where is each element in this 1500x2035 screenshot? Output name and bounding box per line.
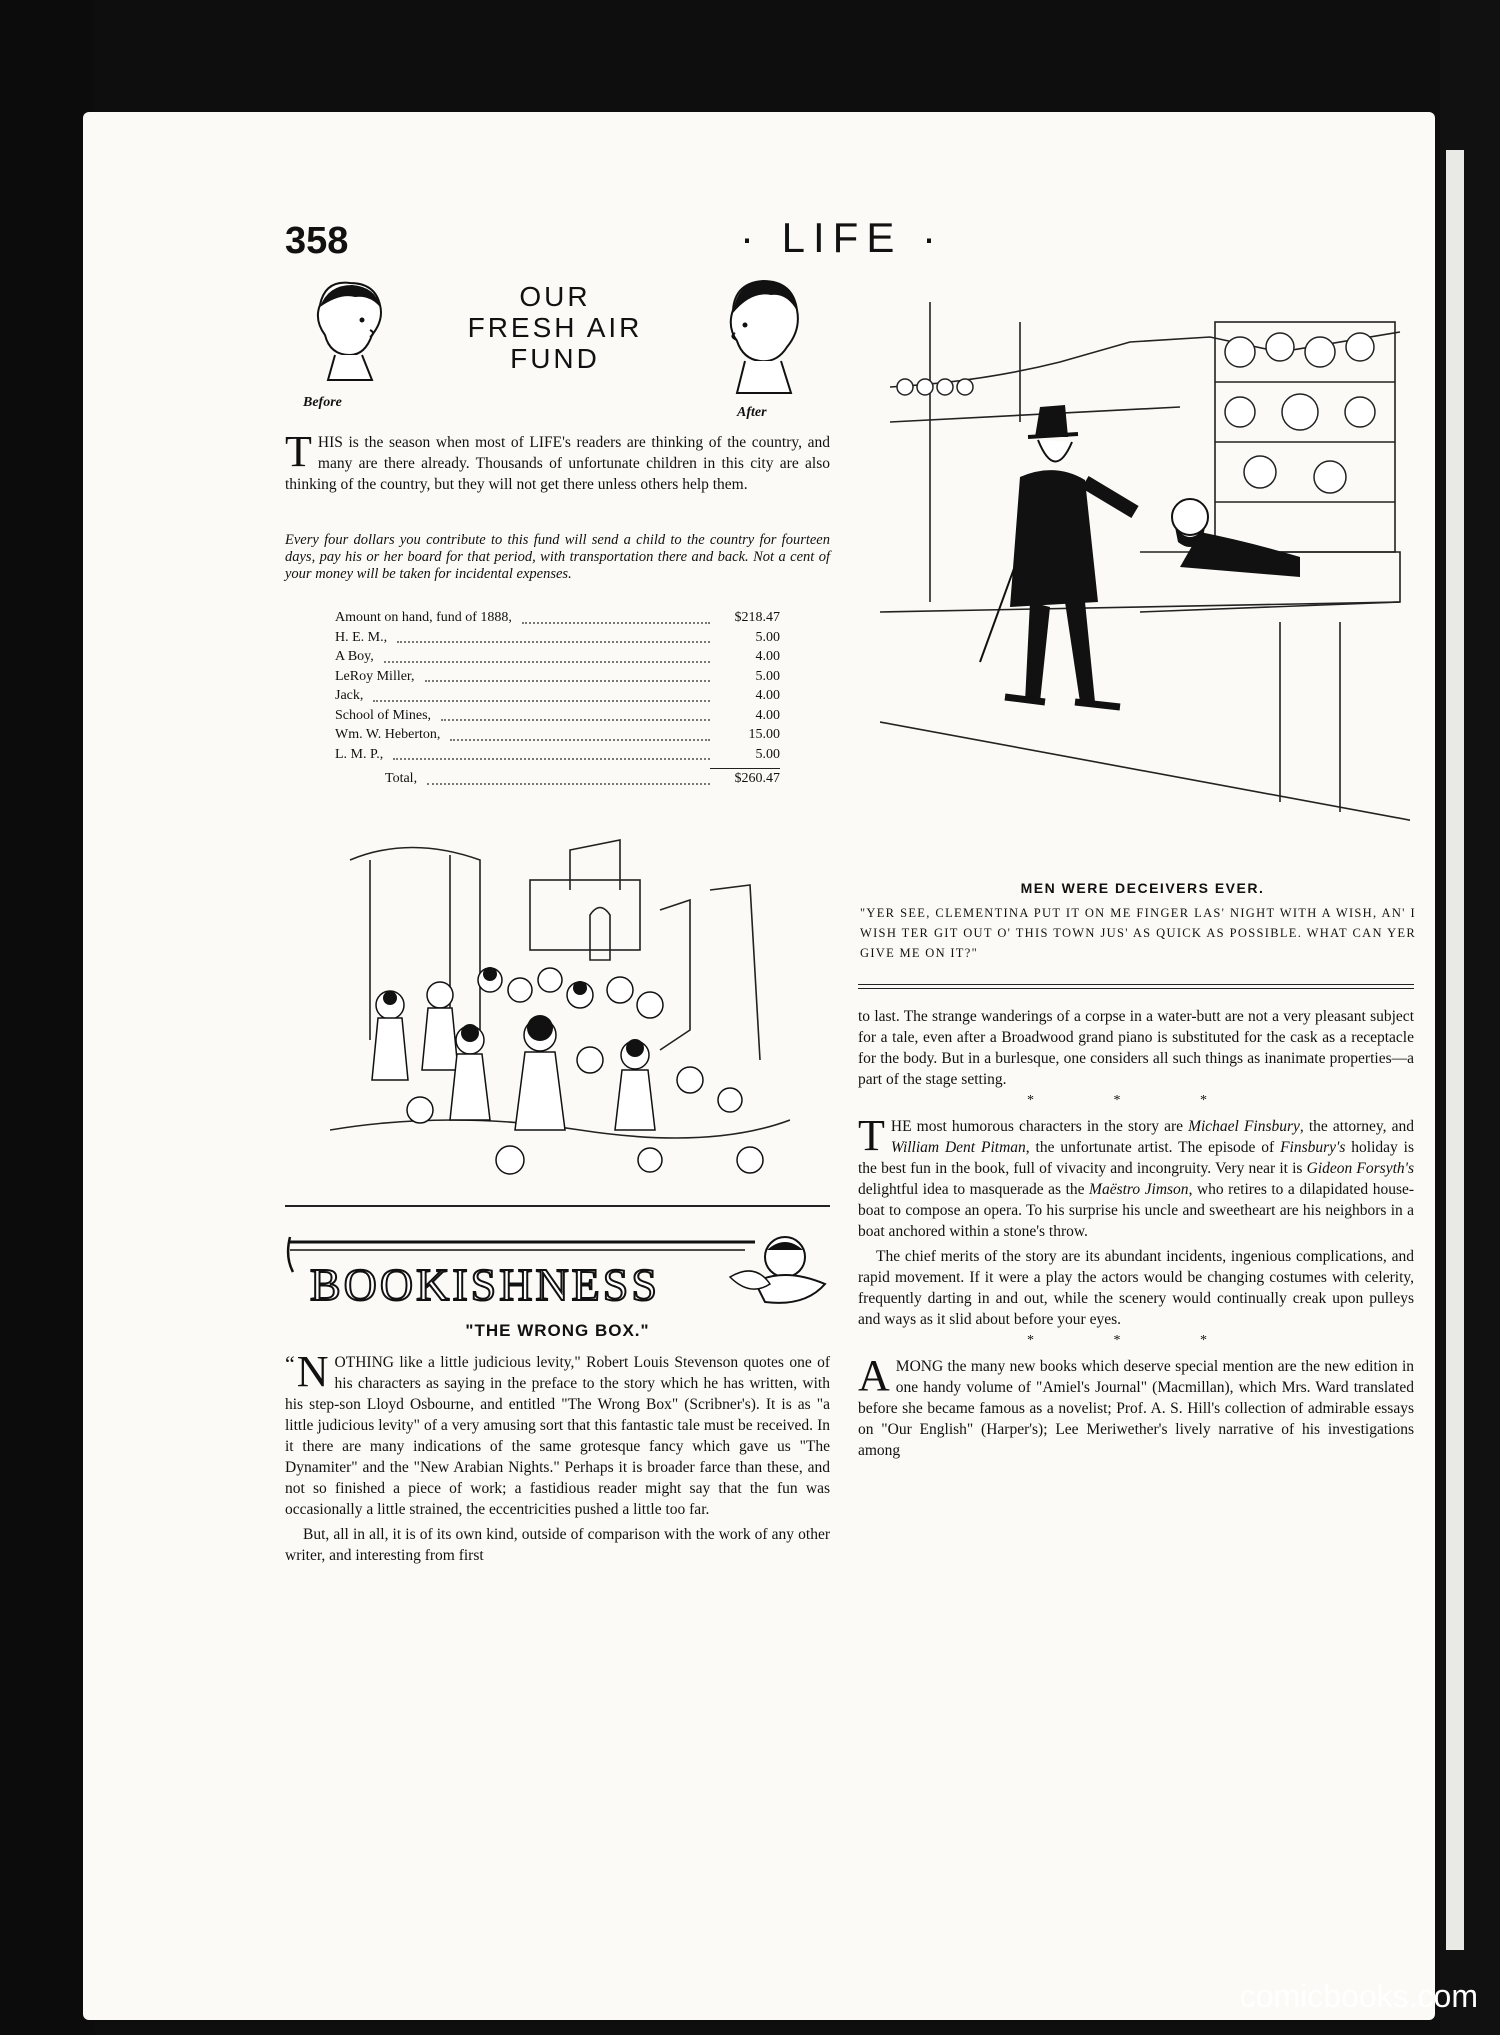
cherub-ornament xyxy=(730,1237,825,1303)
review-continuation xyxy=(858,1006,1414,1461)
section-stars: * * * xyxy=(1027,1093,1245,1108)
contribution-row xyxy=(335,630,780,650)
text-run: HE most humorous characters in the story are xyxy=(890,1118,1189,1135)
contributor-name: Amount on hand, fund of 1888, xyxy=(335,610,512,625)
pawnbroker xyxy=(1172,499,1300,577)
source-watermark: comicbooks.com xyxy=(1239,1978,1478,2014)
total-label: Total, xyxy=(385,771,418,786)
review-title: "THE WRONG BOX." xyxy=(465,1321,650,1340)
before-boy-illustration xyxy=(300,275,390,390)
masthead: · LIFE · xyxy=(740,214,945,261)
contribution-amount: 4.00 xyxy=(755,649,780,664)
cartoon-title: MEN WERE DECEIVERS EVER. xyxy=(1020,880,1265,896)
contribution-row xyxy=(335,708,780,728)
character-name: Finsbury's xyxy=(1280,1139,1346,1156)
review-body xyxy=(285,1347,830,1566)
dropcap: A xyxy=(858,1351,890,1400)
contribution-amount: 5.00 xyxy=(755,746,780,762)
text-run: delightful idea to masquerade as the xyxy=(858,1181,1090,1198)
contribution-row xyxy=(335,669,780,689)
cartoon-caption: "YER SEE, CLEMENTINA PUT IT ON ME FINGER LAS' NIGHT WITH A WISH, AN' I WISH TER GIT OUT O' THIS TOWN JUS' AS QUICK AS POSSIBLE. WHAT CAN YER GIVE ME ON IT?" xyxy=(860,906,1416,960)
open-quote: “ xyxy=(285,1351,295,1376)
text-run: , the attorney, and xyxy=(1299,1118,1415,1135)
contribution-amount: 5.00 xyxy=(755,668,780,684)
section-divider xyxy=(858,988,1414,989)
man-in-top-hat xyxy=(980,405,1135,707)
contributor-name: School of Mines, xyxy=(335,707,432,723)
text-run: , the unfortunate artist. The episode of xyxy=(1025,1139,1281,1156)
total-rule xyxy=(710,768,780,769)
review-paragraph: The chief merits of the story are its abundant incidents, ingenious complications, and rapid movement. If it were a play the actors would be changing costumes with celerity, frequently darting in and out, while the scenery would continually creak upon pulleys and ways as it slid about before your eyes. xyxy=(858,1248,1414,1328)
scan-border-left xyxy=(0,0,95,2035)
page-number: 358 xyxy=(285,220,349,262)
section-divider xyxy=(858,984,1414,985)
contributor-name: LeRoy Miller, xyxy=(335,668,415,684)
contributor-name: Wm. W. Heberton, xyxy=(335,727,441,742)
fund-intro xyxy=(285,427,830,495)
contribution-row xyxy=(335,610,780,630)
contribution-row xyxy=(335,649,780,669)
contributor-name: L. M. P., xyxy=(335,746,384,762)
fresh-air-fund-header xyxy=(285,275,840,425)
after-boy-illustration xyxy=(715,275,810,400)
contribution-amount: 4.00 xyxy=(755,707,780,723)
pawnshop-cartoon xyxy=(880,302,1410,832)
review-paragraph: to last. The strange wanderings of a corpse in a water-butt are not a very pleasant subject for a tale, even after a Broadwood grand piano is substituted for the cask as a receptacle for the body. But in a burlesque, one considers all such things as inanimate properties—a part of the stage setting. xyxy=(858,1008,1414,1088)
contribution-row xyxy=(335,688,780,708)
fund-title xyxy=(435,281,675,374)
review-paragraph: MONG the many new books which deserve special mention are the new edition in one handy volume of "Amiel's Journal" (Macmillan), which Mrs. Ward translated before she became famous as a novelist; Prof. A. S. Hill's collection of admirable essays on "Our English" (Harper's); Lee Meriwether's lively narrative of his investigations among xyxy=(858,1358,1414,1459)
fund-note: Every four dollars you contribute to this fund will send a child to the country for fourteen days, pay his or her board for that period, with transportation there and back. Not a cent of your money will be taken for incidental expenses. xyxy=(285,532,830,582)
bookishness-text: BOOKISHNESS xyxy=(310,1259,660,1310)
character-name: Gideon Forsyth's xyxy=(1306,1160,1414,1177)
after-label: After xyxy=(737,405,767,420)
fund-title-line: OUR xyxy=(519,281,591,312)
review-paragraph: But, all in all, it is of its own kind, outside of comparison with the work of any other writer, and interesting from first xyxy=(285,1526,830,1564)
contribution-amount: 5.00 xyxy=(755,629,780,645)
section-stars: * * * xyxy=(1027,1333,1245,1348)
total-row xyxy=(335,771,780,791)
contributions-table xyxy=(335,610,780,791)
character-name: William Dent Pitman xyxy=(890,1139,1026,1156)
dropcap: T xyxy=(285,427,312,476)
fund-title-line: FUND xyxy=(510,343,600,374)
bookishness-banner xyxy=(285,1222,835,1317)
dropcap: N xyxy=(296,1347,329,1396)
dropcap: T xyxy=(858,1111,885,1160)
fund-intro-text: HIS is the season when most of LIFE's readers are thinking of the country, and many are there already. Thousands of unfortunate children in this city are also thinking of the country, but they will not get there unless others help them. xyxy=(285,434,830,493)
children-crowd-illustration xyxy=(330,830,790,1200)
fund-title-line: FRESH AIR xyxy=(467,312,643,343)
character-name: Michael Finsbury xyxy=(1188,1118,1300,1135)
adjacent-page-edge xyxy=(1446,150,1464,1950)
text-run: holiday is the best fun in the book, full of vivacity and incongruity. Very near it is xyxy=(858,1139,1414,1177)
contribution-row xyxy=(335,747,780,767)
section-divider xyxy=(285,1205,830,1207)
before-label: Before xyxy=(303,395,342,410)
contributor-name: Jack, xyxy=(335,688,364,703)
contribution-amount: 15.00 xyxy=(748,727,780,742)
contribution-amount: $218.47 xyxy=(734,610,780,625)
contributor-name: H. E. M., xyxy=(335,629,388,645)
contribution-amount: 4.00 xyxy=(755,688,780,703)
contribution-row xyxy=(335,727,780,747)
total-amount: $260.47 xyxy=(734,771,780,786)
text-run: , who retires to a dilapidated house-boat to compose an opera. To his surprise his uncle and sweetheart are his neighbors in a boat anchored within a stone's throw. xyxy=(858,1181,1415,1240)
review-paragraph: OTHING like a little judicious levity," Robert Louis Stevenson quotes one of his characters as saying in the preface to the story which he has written, with his step-son Lloyd Osbourne, and entitled "The Wrong Box" (Scribner's). It is as "a little judicious levity" of a very amusing sort that this fantastic tale must be received. In it there are many indications of the same grotesque fancy which gave us "The Dynamiter" and the "New Arabian Nights." Perhaps it is broader farce than these, and not so finished a piece of work; a fastidious reader might say that the fun was occasionally a little strained, the eccentricities pushed a little too far. xyxy=(285,1354,830,1518)
character-name: Maëstro Jimson xyxy=(1089,1181,1189,1198)
contributor-name: A Boy, xyxy=(335,649,374,664)
